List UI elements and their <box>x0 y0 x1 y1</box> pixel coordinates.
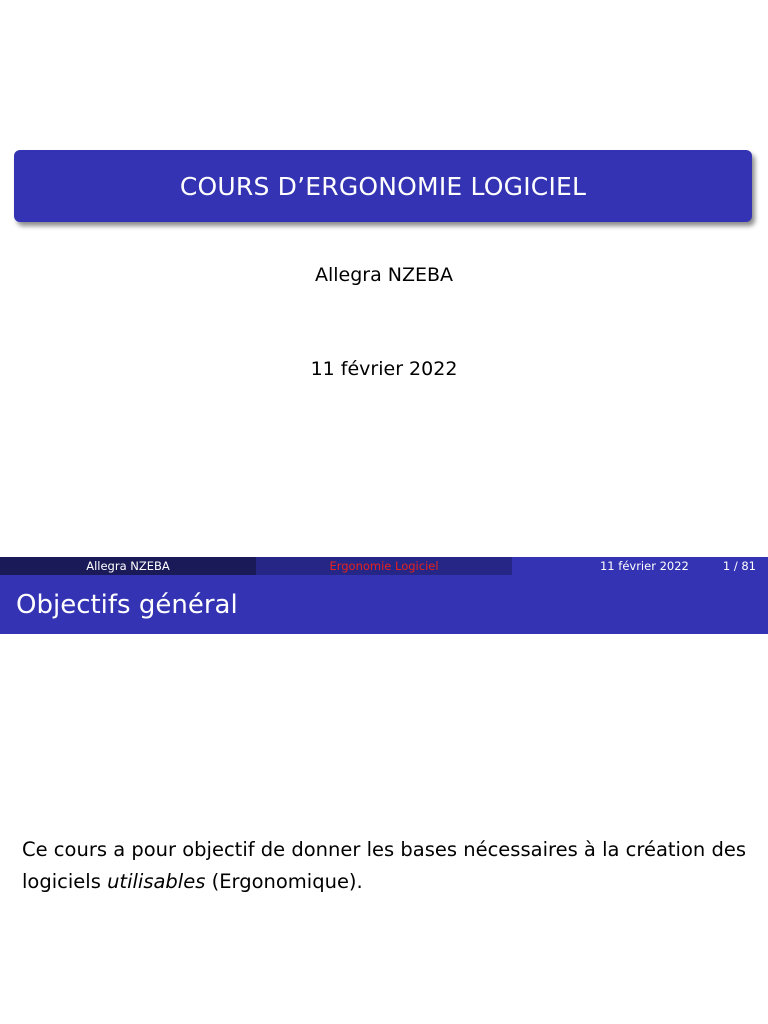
frame-title: Objectifs général <box>16 589 238 620</box>
body-emphasis: utilisables <box>107 869 206 893</box>
page-counter: 1 / 81 <box>722 559 756 573</box>
footer-date: 11 février 2022 <box>599 559 689 573</box>
presentation-date: 11 février 2022 <box>310 358 458 380</box>
body-paragraph <box>22 834 746 898</box>
slide-footer <box>0 557 768 575</box>
frame-header <box>0 575 768 634</box>
body-text-part1: Ce cours a pour objectif de donner les bases nécessaires à la création des logiciels <box>22 837 746 893</box>
author-name: Allegra NZEBA <box>314 264 454 286</box>
presentation-title: COURS D’ERGONOMIE LOGICIEL <box>179 171 587 201</box>
footer-author: Allegra NZEBA <box>0 557 256 575</box>
title-box <box>14 150 752 222</box>
footer-right <box>512 557 768 575</box>
footer-short-title: Ergonomie Logiciel <box>256 557 512 575</box>
body-text-part2: (Ergonomique). <box>205 869 363 893</box>
